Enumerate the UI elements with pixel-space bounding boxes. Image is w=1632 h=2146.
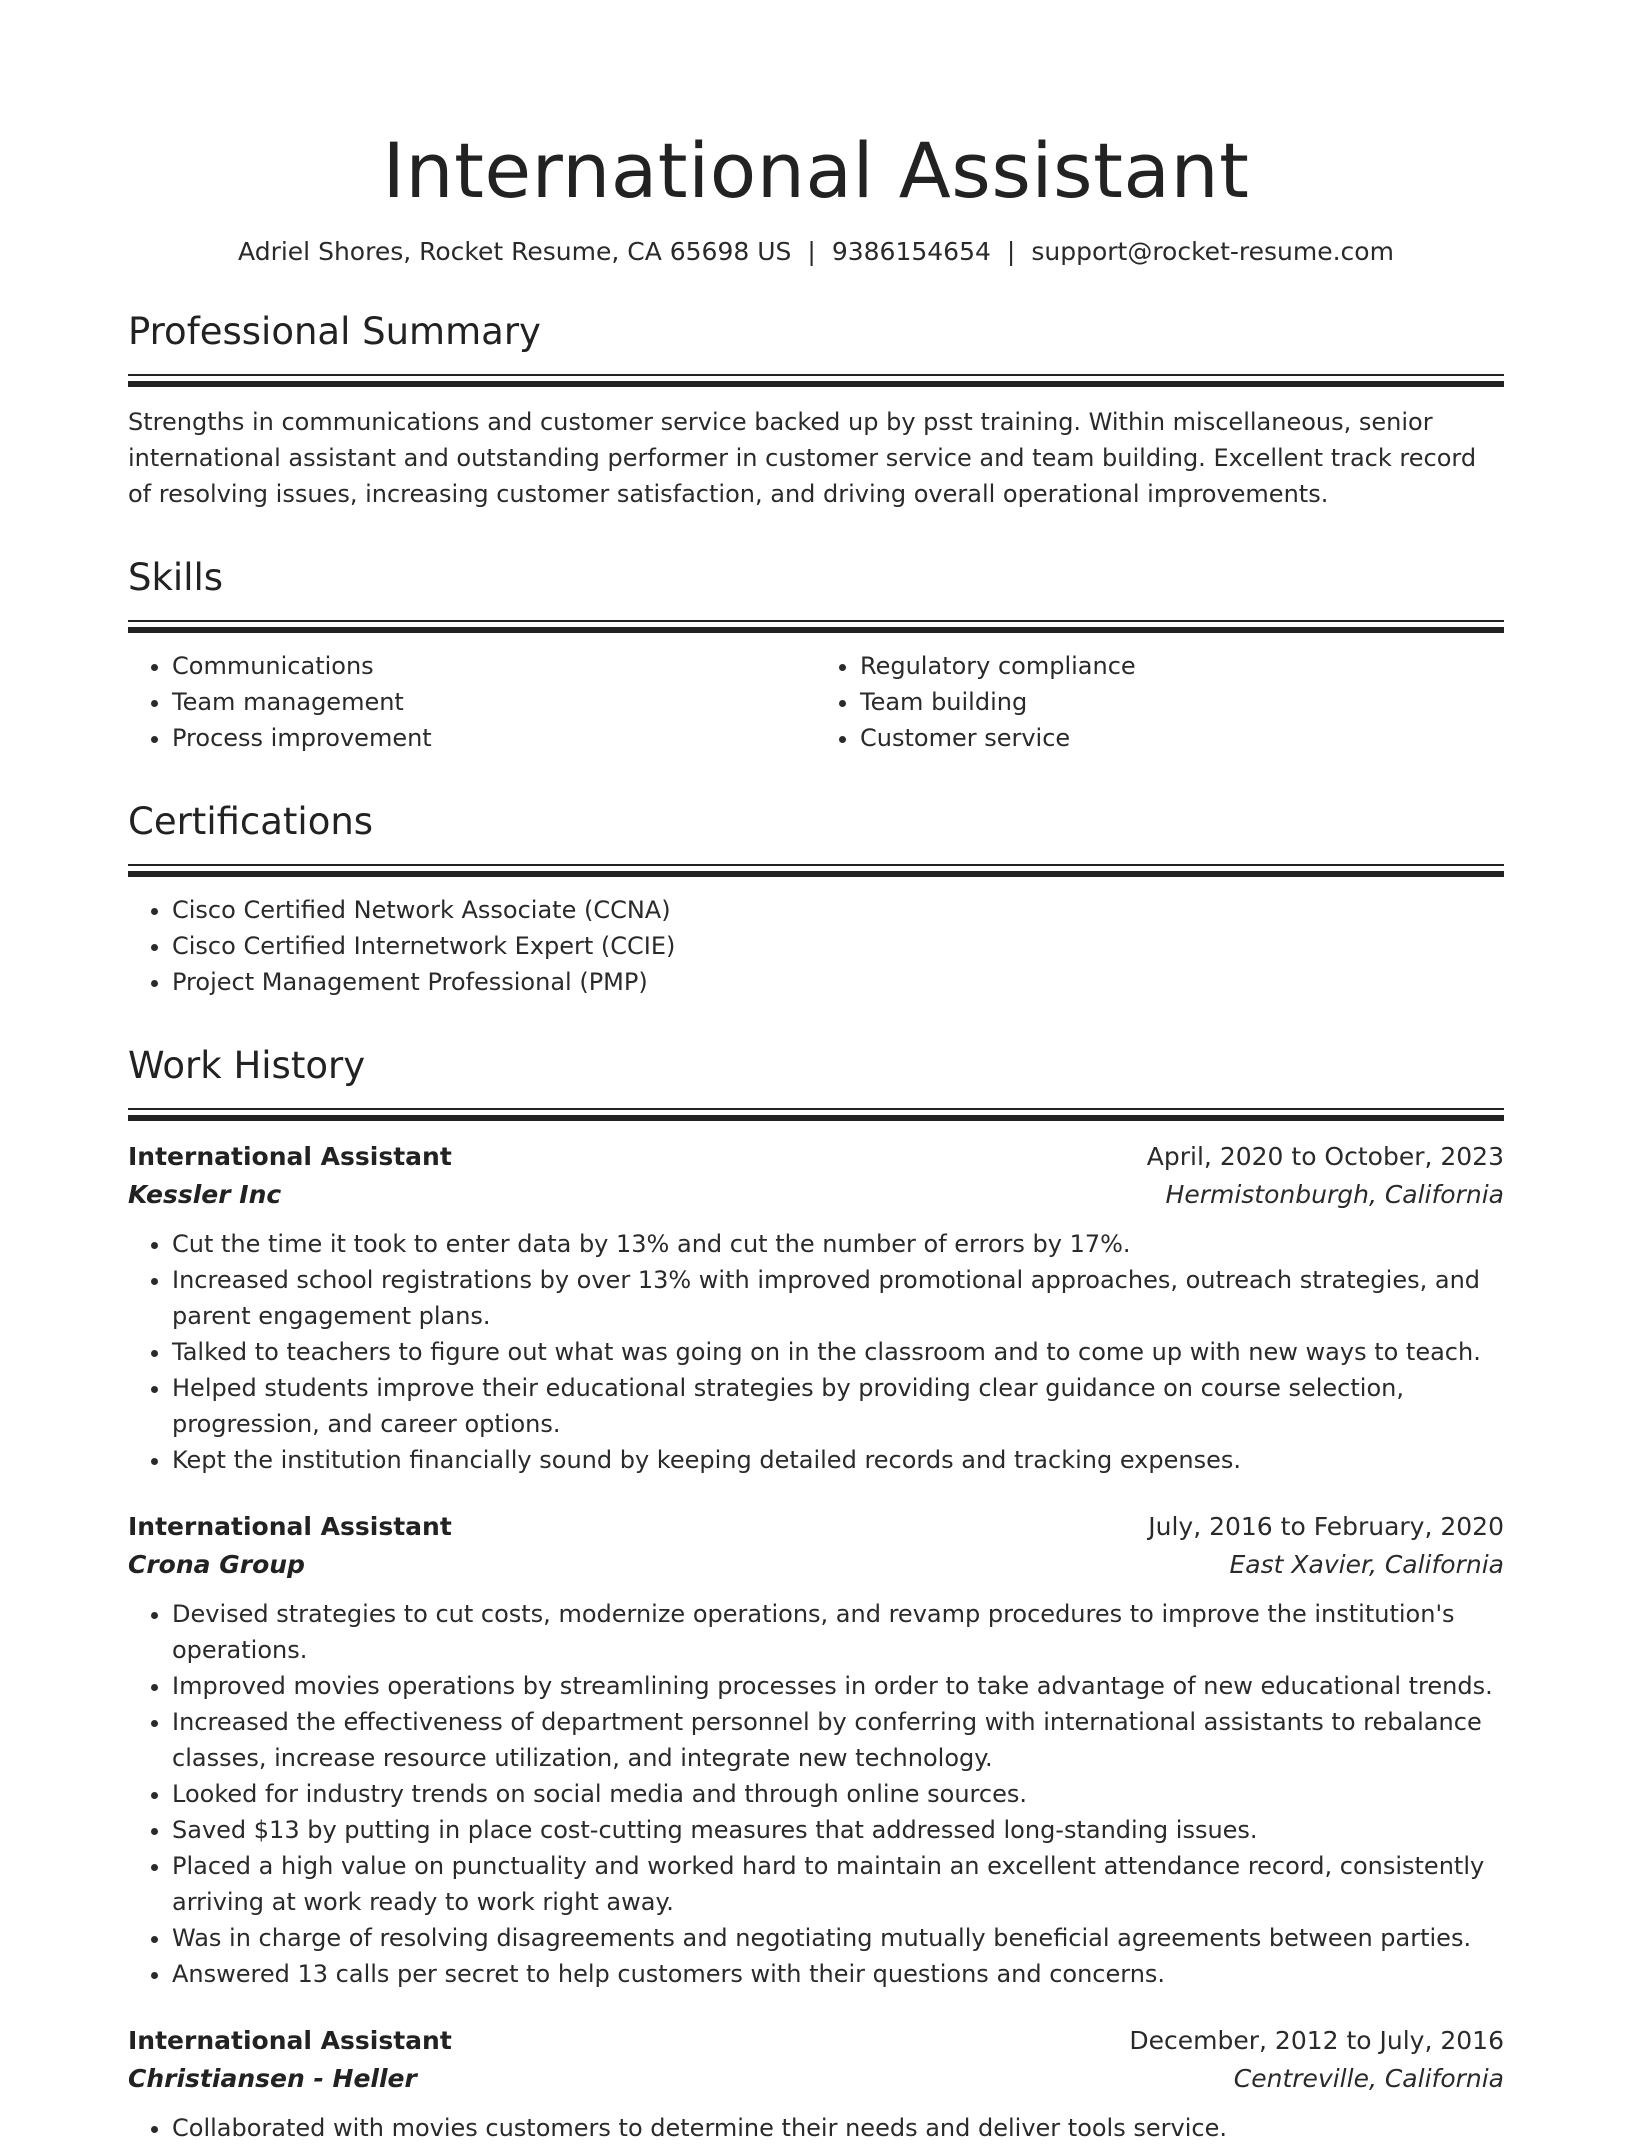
skills-section (128, 554, 1504, 756)
certification-item: • Cisco Certified Network Associate (CCNA) (172, 892, 1504, 928)
job-bullet: • Cut the time it took to enter data by 13% and cut the number of errors by 17%. (172, 1226, 1504, 1262)
job-dates: July, 2016 to February, 2020 (1148, 1512, 1504, 1541)
skill-item: • Process improvement (172, 720, 816, 756)
section-heading-work-history: Work History (128, 1044, 366, 1087)
job-bullets (128, 1226, 1504, 1478)
job-bullet: • Increased the effectiveness of department personnel by conferring with international assistants to rebalance classes, increase resource utilization, and integrate new technology. (172, 1704, 1504, 1776)
contact-separator: | (1006, 237, 1016, 266)
job-bullet: • Talked to teachers to figure out what was going on in the classroom and to come up with new ways to teach. (172, 1334, 1504, 1370)
contact-email: support@rocket-resume.com (1031, 237, 1394, 266)
skills-list-left (128, 648, 816, 756)
section-heading-certifications: Certifications (128, 800, 374, 843)
skill-item: • Communications (172, 648, 816, 684)
skill-item: • Team building (860, 684, 1504, 720)
job-dates: April, 2020 to October, 2023 (1146, 1142, 1504, 1171)
summary-text: Strengths in communications and customer service backed up by psst training. Within miscellaneous, senior international assistant and outstanding performer in customer service and team building. Excellent track record of resolving issues, increasing customer satisfaction, and driving overall operational improvements. (128, 408, 1477, 508)
summary-section (128, 308, 1504, 512)
job-title: International Assistant (128, 1142, 452, 1171)
job-header-row (128, 2022, 1504, 2060)
job-dates: December, 2012 to July, 2016 (1129, 2026, 1504, 2055)
section-divider (128, 864, 1504, 876)
job-company: Christiansen - Heller (128, 2064, 417, 2093)
job-title: International Assistant (128, 1512, 452, 1541)
job-bullet: • Placed a high value on punctuality and worked hard to maintain an excellent attendance record, consistently arriving at work ready to work right away. (172, 1848, 1504, 1920)
job-bullet: • Was in charge of resolving disagreements and negotiating mutually beneficial agreements between parties. (172, 1920, 1504, 1956)
job-company: Crona Group (128, 1550, 305, 1579)
work-history-section (128, 1042, 1504, 2146)
certification-item: • Cisco Certified Internetwork Expert (CCIE) (172, 928, 1504, 964)
skill-item: • Customer service (860, 720, 1504, 756)
section-heading-summary: Professional Summary (128, 310, 541, 353)
job-company: Kessler Inc (128, 1180, 282, 1209)
section-divider (128, 1108, 1504, 1120)
resume-page (128, 0, 1504, 2146)
job-company-row (128, 2060, 1504, 2098)
skill-item: • Team management (172, 684, 816, 720)
job-entry (128, 2022, 1504, 2146)
job-location: Centreville, California (1233, 2064, 1504, 2093)
section-divider (128, 374, 1504, 386)
job-location: Hermistonburgh, California (1165, 1180, 1504, 1209)
section-heading-skills: Skills (128, 556, 224, 599)
contact-separator: | (807, 237, 816, 266)
skills-grid (128, 648, 1504, 756)
certification-item: • Project Management Professional (PMP) (172, 964, 1504, 1000)
job-bullet: • Kept the institution financially sound by keeping detailed records and tracking expenses. (172, 1442, 1504, 1478)
job-location: East Xavier, California (1229, 1550, 1504, 1579)
job-bullet: • Helped students improve their educational strategies by providing clear guidance on course selection, progression, and career options. (172, 1370, 1504, 1442)
job-title: International Assistant (128, 2026, 452, 2055)
job-header-row (128, 1138, 1504, 1176)
job-bullet: • Improved movies operations by streamlining processes in order to take advantage of new educational trends. (172, 1668, 1504, 1704)
contact-line (128, 234, 1504, 270)
job-bullet: • Increased school registrations by over 13% with improved promotional approaches, outreach strategies, and parent engagement plans. (172, 1262, 1504, 1334)
resume-title: International Assistant (382, 126, 1250, 215)
certifications-list (128, 892, 1504, 1000)
job-bullet: • Collaborated with movies customers to determine their needs and deliver tools service. (172, 2110, 1504, 2146)
job-bullets (128, 2110, 1504, 2146)
job-bullets (128, 1596, 1504, 1992)
job-company-row (128, 1546, 1504, 1584)
job-bullet: • Devised strategies to cut costs, modernize operations, and revamp procedures to improve the institution's operations. (172, 1596, 1504, 1668)
job-entry (128, 1508, 1504, 1992)
skill-item: • Regulatory compliance (860, 648, 1504, 684)
certifications-section (128, 798, 1504, 1000)
job-header-row (128, 1508, 1504, 1546)
contact-phone: 9386154654 (831, 237, 991, 266)
skills-list-right (816, 648, 1504, 756)
job-bullet: • Answered 13 calls per secret to help customers with their questions and concerns. (172, 1956, 1504, 1992)
job-company-row (128, 1176, 1504, 1214)
section-divider (128, 620, 1504, 632)
job-bullet: • Looked for industry trends on social media and through online sources. (172, 1776, 1504, 1812)
contact-address: Adriel Shores, Rocket Resume, CA 65698 US (238, 237, 792, 266)
job-bullet: • Saved $13 by putting in place cost-cutting measures that addressed long-standing issues. (172, 1812, 1504, 1848)
job-entry (128, 1138, 1504, 1478)
